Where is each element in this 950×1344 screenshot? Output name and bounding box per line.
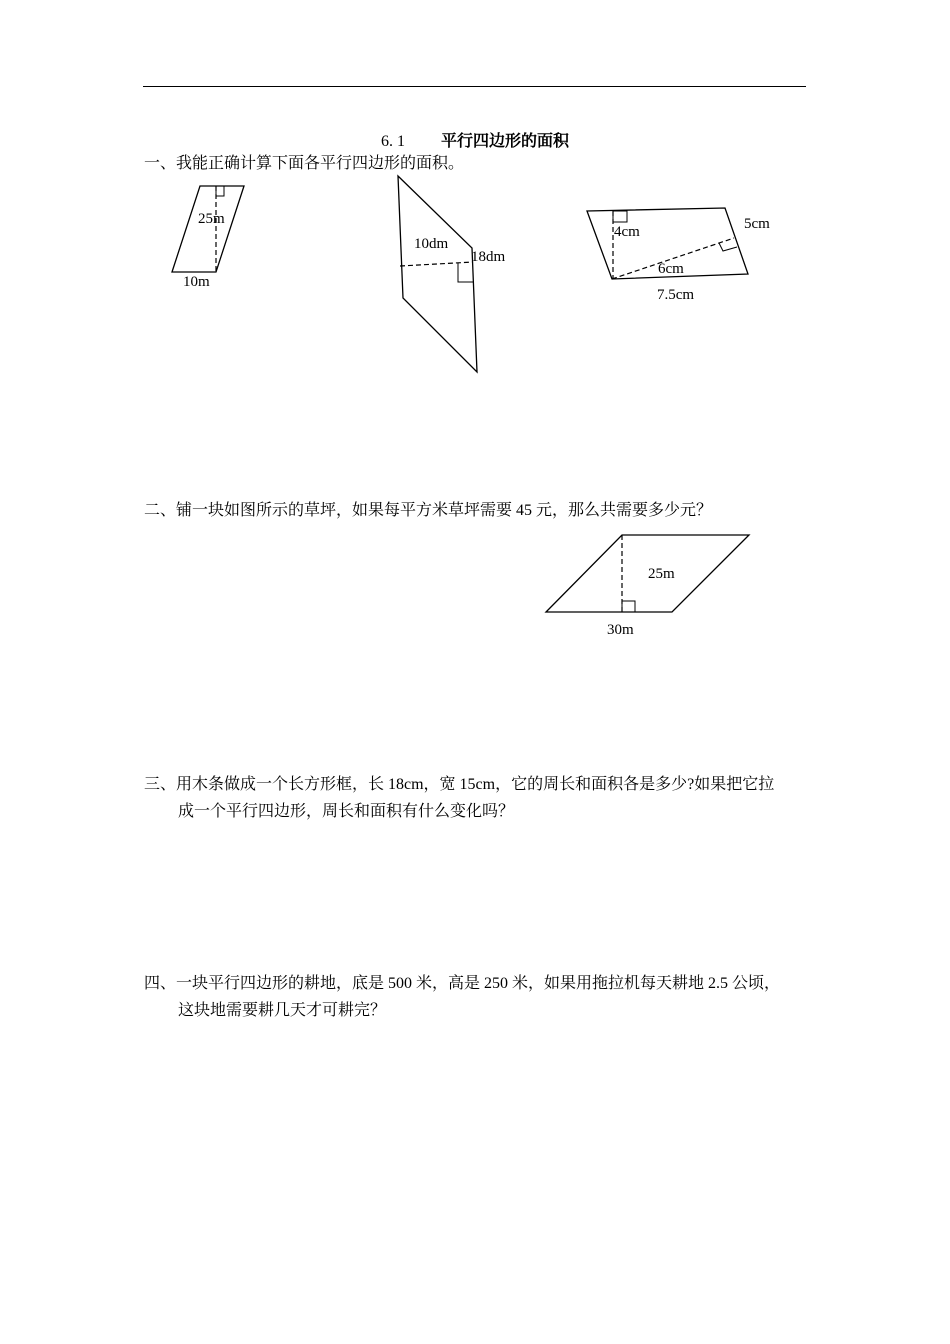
- parallelogram-2-outline: [398, 176, 477, 372]
- right-angle-marker-2: [458, 263, 474, 282]
- parallelogram-1-outline: [172, 186, 244, 272]
- question-4-line-2: 这块地需要耕几天才可耕完？: [178, 1002, 387, 1019]
- fig3-base-label: 7.5cm: [657, 287, 695, 303]
- question-4: [144, 970, 812, 1024]
- question-3: [144, 771, 812, 825]
- parallelogram-figure-1: [172, 186, 244, 290]
- fig3-height2-label: 6cm: [658, 261, 684, 277]
- fig3-side-label: 5cm: [744, 216, 770, 232]
- parallelogram-figure-4: [546, 535, 749, 638]
- fig4-height-label: 25m: [648, 566, 675, 582]
- fig2-side-label: 10dm: [414, 236, 449, 252]
- fig4-base-label: 30m: [607, 622, 634, 638]
- parallelogram-figure-2: [398, 176, 506, 372]
- fig1-height-label: 25m: [198, 211, 225, 227]
- right-angle-marker-1: [216, 186, 224, 196]
- parallelogram-figure-3: [587, 208, 770, 303]
- section-number: 6. 1: [380, 133, 405, 150]
- question-3-line-1: 三、用木条做成一个长方形框，长 18cm，宽 15cm，它的周长和面积各是多少?如果把它拉: [144, 776, 775, 793]
- right-angle-marker-4: [622, 601, 635, 612]
- question-3-line-2: 成一个平行四边形，周长和面积有什么变化吗？: [178, 803, 515, 820]
- right-angle-marker-3b: [719, 243, 737, 251]
- fig2-height-label: 18dm: [471, 249, 506, 265]
- parallelogram-2-height-line: [400, 262, 473, 266]
- right-angle-marker-3a: [613, 211, 627, 222]
- fig3-height1-label: 4cm: [614, 224, 640, 240]
- question-1: 一、我能正确计算下面各平行四边形的面积。: [144, 155, 465, 172]
- question-2: 二、铺一块如图所示的草坪，如果每平方米草坪需要 45 元，那么共需要多少元？: [144, 502, 713, 519]
- section-title: 平行四边形的面积: [440, 133, 569, 150]
- fig1-base-label: 10m: [183, 274, 210, 290]
- question-4-line-1: 四、一块平行四边形的耕地，底是 500 米，高是 250 米，如果用拖拉机每天耕地 2.5 公顷，: [144, 975, 781, 992]
